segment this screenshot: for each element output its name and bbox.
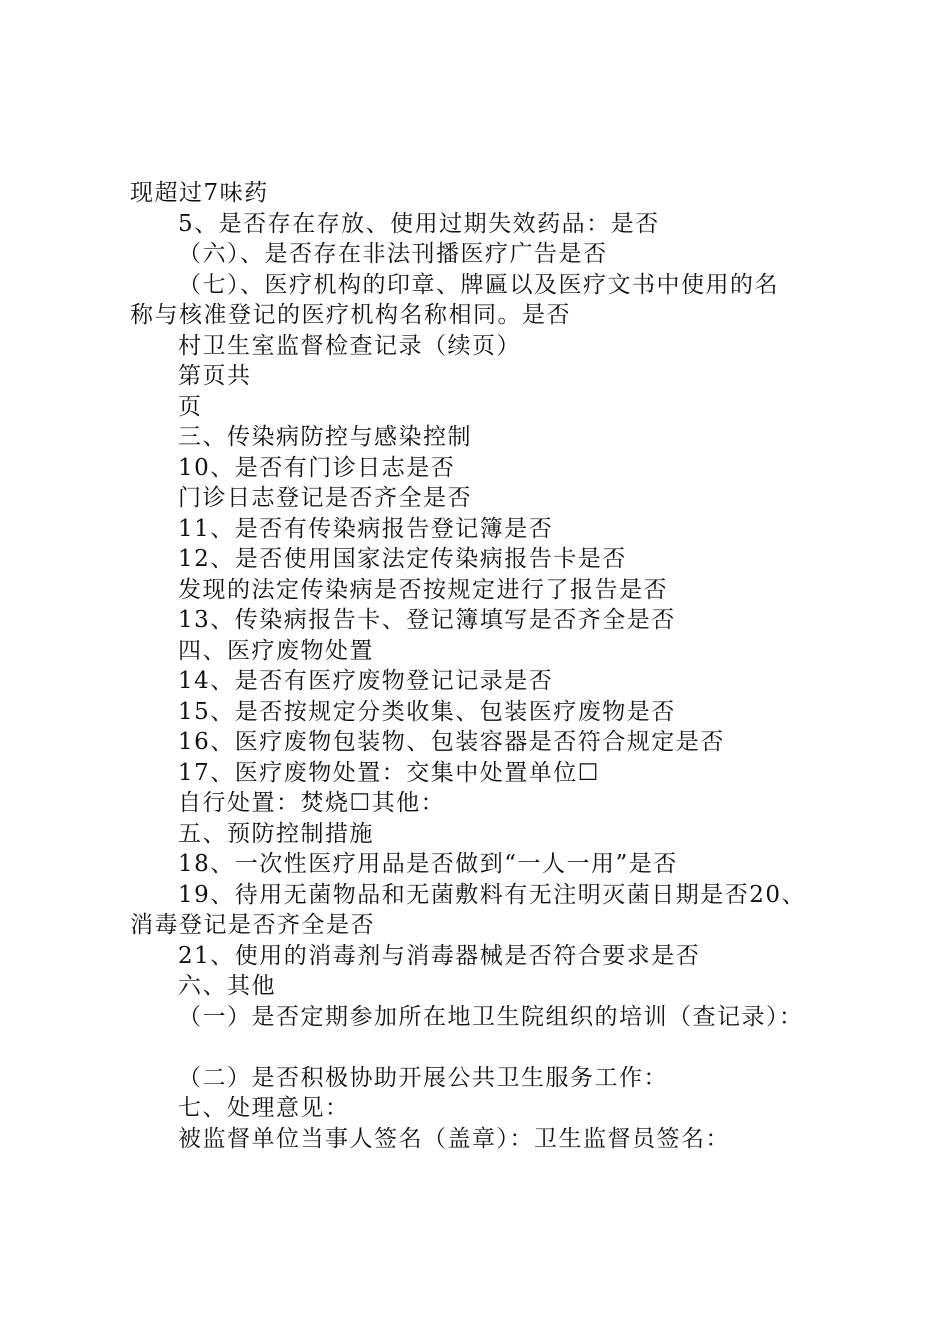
text-line-2: 5、是否存在存放、使用过期失效药品：是否 (178, 210, 660, 237)
page-number-suffix: 页 (178, 393, 203, 420)
item-16: 16、医疗废物包装物、包装容器是否符合规定是否 (178, 729, 725, 755)
item-14: 14、是否有医疗废物登记记录是否 (178, 668, 554, 694)
item-13: 13、传染病报告卡、登记簿填写是否齐全是否 (178, 607, 676, 633)
page-number-line: 第页共 (178, 363, 252, 389)
section-heading-4: 四、医疗废物处置 (178, 637, 374, 664)
section-heading-3: 三、传染病防控与感染控制 (178, 424, 472, 450)
item-20-continuation: 消毒登记是否齐全是否 (130, 912, 375, 938)
blank-line (130, 1032, 850, 1063)
item-15: 15、是否按规定分类收集、包装医疗废物是否 (178, 698, 676, 725)
item-21: 21、使用的消毒剂与消毒器械是否符合要求是否 (178, 942, 701, 969)
item-17: 17、医疗废物处置：交集中处置单位☐ (178, 759, 600, 786)
text-line-5: 称与核准登记的医疗机构名称相同。是否 (130, 302, 571, 328)
item-10-sub: 门诊日志登记是否齐全是否 (178, 485, 472, 511)
item-18: 18、一次性医疗用品是否做到“一人一用”是否 (178, 851, 678, 877)
section-heading-7: 七、处理意见： (178, 1095, 350, 1121)
item-17-sub: 自行处置：焚烧☐其他： (178, 790, 446, 816)
item-10: 10、是否有门诊日志是否 (178, 454, 456, 481)
item-19: 19、待用无菌物品和无菌敷料有无注明灭菌日期是否20、 (178, 881, 807, 908)
item-12-sub: 发现的法定传染病是否按规定进行了报告是否 (178, 576, 668, 603)
section-title-continuation: 村卫生室监督检查记录（续页） (178, 332, 521, 359)
other-item-1: （一）是否定期参加所在地卫生院组织的培训（查记录）： (178, 1003, 804, 1030)
text-line-4: （七）、医疗机构的印章、牌匾以及医疗文书中使用的名 (178, 271, 779, 298)
text-line-1: 现超过7味药 (130, 180, 269, 206)
section-heading-6: 六、其他 (178, 973, 276, 999)
item-11: 11、是否有传染病报告登记簿是否 (178, 515, 554, 542)
document-body (130, 178, 850, 1154)
item-12: 12、是否使用国家法定传染病报告卡是否 (178, 546, 627, 572)
section-heading-5: 五、预防控制措施 (178, 820, 374, 847)
signature-line: 被监督单位当事人签名（盖章）：卫生监督员签名： (178, 1125, 730, 1152)
text-line-3: （六）、是否存在非法刊播医疗广告是否 (178, 241, 608, 267)
other-item-2: （二）是否积极协助开展公共卫生服务工作： (178, 1064, 668, 1091)
